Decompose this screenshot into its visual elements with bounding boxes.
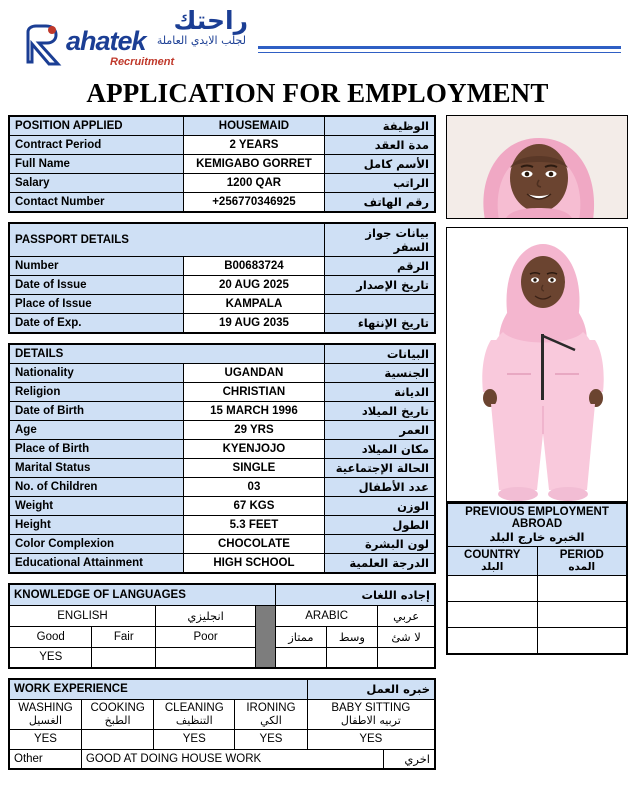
nationality-value: UGANDAN	[184, 364, 325, 383]
english-answer-good: YES	[9, 647, 92, 668]
table-row	[9, 257, 435, 276]
work-section-label: WORK EXPERIENCE	[9, 679, 307, 699]
applicant-face-photo	[446, 115, 628, 219]
previous-employment-period-3	[537, 628, 627, 654]
salary-arabic: الراتب	[324, 174, 435, 193]
passport-expiry-arabic: تاريخ الإنتهاء	[324, 314, 435, 334]
color-complexion-label: Color Complexion	[9, 535, 184, 554]
previous-employment-col-country-ar: البلد	[481, 561, 504, 573]
table-row	[9, 383, 435, 402]
previous-employment-col-period-ar: المده	[568, 561, 596, 573]
table-row	[9, 554, 435, 574]
height-value: 5.3 FEET	[184, 516, 325, 535]
details-table	[8, 343, 436, 574]
work-col-cooking-ar: الطبخ	[104, 713, 131, 727]
previous-employment-country-2	[447, 602, 537, 628]
table-row	[9, 605, 435, 626]
page-title: APPLICATION FOR EMPLOYMENT	[86, 78, 549, 108]
salary-value: 1200 QAR	[184, 174, 325, 193]
work-col-cleaning-en: CLEANING	[164, 701, 224, 714]
age-arabic: العمر	[324, 421, 435, 440]
work-col-ironing-ar: الكي	[260, 713, 282, 727]
passport-issue-date-label: Date of Issue	[9, 276, 184, 295]
table-row	[9, 344, 435, 364]
work-col-babysitting	[307, 699, 435, 729]
arabic-answer-none	[378, 647, 435, 668]
table-row	[447, 602, 627, 628]
table-row	[9, 647, 435, 668]
table-row	[447, 576, 627, 602]
table-row	[9, 364, 435, 383]
table-row	[9, 535, 435, 554]
position-applied-label: POSITION APPLIED	[9, 116, 184, 136]
passport-issue-date-value: 20 AUG 2025	[184, 276, 325, 295]
logo-mark-icon	[22, 22, 68, 68]
table-row	[9, 421, 435, 440]
full-name-value: KEMIGABO GORRET	[184, 155, 325, 174]
children-count-value: 03	[184, 478, 325, 497]
date-of-birth-value: 15 MARCH 1996	[184, 402, 325, 421]
arabic-level-none: لا شئ	[378, 626, 435, 647]
arabic-answer-medium	[326, 647, 378, 668]
table-row	[447, 547, 627, 576]
work-col-babysitting-ar: تربيه الاطفال	[340, 713, 401, 727]
education-value: HIGH SCHOOL	[184, 554, 325, 574]
header-rule-thick	[258, 46, 621, 49]
passport-section-label: PASSPORT DETAILS	[9, 223, 324, 257]
passport-number-value: B00683724	[184, 257, 325, 276]
age-label: Age	[9, 421, 184, 440]
table-row	[9, 478, 435, 497]
left-column	[8, 115, 436, 770]
work-col-cooking-en: COOKING	[90, 701, 145, 714]
contract-period-value: 2 YEARS	[184, 136, 325, 155]
table-row	[9, 116, 435, 136]
previous-employment-col-country-en: COUNTRY	[464, 549, 521, 561]
english-level-fair: Fair	[92, 626, 156, 647]
passport-issue-place-value: KAMPALA	[184, 295, 325, 314]
logo-company-name: ahatek	[66, 26, 146, 56]
work-value-cleaning: YES	[154, 729, 235, 749]
right-column	[446, 115, 628, 655]
table-row	[9, 314, 435, 334]
height-arabic: الطول	[324, 516, 435, 535]
height-label: Height	[9, 516, 184, 535]
previous-employment-title-ar: الخبره خارج البلد	[489, 530, 585, 544]
previous-employment-col-country	[447, 547, 537, 576]
logo-arabic-text: راحتك	[173, 6, 248, 35]
religion-arabic: الديانة	[324, 383, 435, 402]
table-row	[9, 276, 435, 295]
religion-value: CHRISTIAN	[184, 383, 325, 402]
previous-employment-period-1	[537, 576, 627, 602]
table-row	[9, 174, 435, 193]
table-row	[9, 497, 435, 516]
previous-employment-country-1	[447, 576, 537, 602]
english-level-good: Good	[9, 626, 92, 647]
work-col-washing-ar: الغسيل	[28, 713, 63, 727]
logo-arabic-subtitle: لجلب الايدي العاملة	[156, 34, 246, 47]
contact-number-label: Contact Number	[9, 193, 184, 213]
contract-period-label: Contract Period	[9, 136, 184, 155]
table-row	[9, 749, 435, 769]
marital-status-label: Marital Status	[9, 459, 184, 478]
place-of-birth-value: KYENJOJO	[184, 440, 325, 459]
languages-section-label: KNOWLEDGE OF LANGUAGES	[9, 584, 276, 605]
arabic-answer-excellent	[276, 647, 326, 668]
weight-arabic: الوزن	[324, 497, 435, 516]
english-answer-poor	[156, 647, 256, 668]
arabic-level-excellent: ممتاز	[276, 626, 326, 647]
date-of-birth-arabic: تاريخ الميلاد	[324, 402, 435, 421]
nationality-arabic: الجنسية	[324, 364, 435, 383]
previous-employment-period-2	[537, 602, 627, 628]
work-col-babysitting-en: BABY SITTING	[331, 701, 411, 714]
contact-number-value: +256770346925	[184, 193, 325, 213]
table-row	[9, 729, 435, 749]
work-col-washing	[9, 699, 81, 729]
table-row	[9, 584, 435, 605]
previous-employment-col-period-en: PERIOD	[559, 549, 604, 561]
previous-employment-title-en: PREVIOUS EMPLOYMENT ABROAD	[465, 506, 609, 530]
languages-table	[8, 583, 436, 669]
position-applied-value: HOUSEMAID	[184, 116, 325, 136]
previous-employment-country-3	[447, 628, 537, 654]
date-of-birth-label: Date of Birth	[9, 402, 184, 421]
children-count-label: No. of Children	[9, 478, 184, 497]
english-answer-fair	[92, 647, 156, 668]
table-row	[9, 679, 435, 699]
color-complexion-arabic: لون البشرة	[324, 535, 435, 554]
salary-label: Salary	[9, 174, 184, 193]
table-row	[9, 295, 435, 314]
passport-number-arabic: الرقم	[324, 257, 435, 276]
passport-issue-place-arabic	[324, 295, 435, 314]
work-value-ironing: YES	[235, 729, 307, 749]
table-row	[9, 193, 435, 213]
passport-expiry-label: Date of Exp.	[9, 314, 184, 334]
arabic-language-label: ARABIC	[276, 605, 378, 626]
table-row	[447, 628, 627, 654]
previous-employment-title	[447, 503, 627, 547]
work-other-arabic: اخري	[384, 749, 435, 769]
table-row	[9, 136, 435, 155]
logo-tagline: Recruitment	[110, 56, 175, 68]
work-value-cooking	[81, 729, 153, 749]
company-logo	[18, 8, 248, 72]
place-of-birth-arabic: مكان الميلاد	[324, 440, 435, 459]
position-applied-arabic: الوظيفة	[324, 116, 435, 136]
table-row	[9, 516, 435, 535]
work-col-ironing	[235, 699, 307, 729]
english-language-label: ENGLISH	[9, 605, 156, 626]
passport-number-label: Number	[9, 257, 184, 276]
children-count-arabic: عدد الأطفال	[324, 478, 435, 497]
full-name-arabic: الأسم كامل	[324, 155, 435, 174]
passport-issue-date-arabic: تاريخ الإصدار	[324, 276, 435, 295]
passport-issue-place-label: Place of Issue	[9, 295, 184, 314]
arabic-level-medium: وسط	[326, 626, 378, 647]
marital-status-value: SINGLE	[184, 459, 325, 478]
work-col-cleaning	[154, 699, 235, 729]
weight-label: Weight	[9, 497, 184, 516]
passport-details-table	[8, 222, 436, 334]
contact-number-arabic: رقم الهاتف	[324, 193, 435, 213]
contract-period-arabic: مدة العقد	[324, 136, 435, 155]
table-row	[9, 402, 435, 421]
education-arabic: الدرجة العلمية	[324, 554, 435, 574]
english-language-arabic: انجليزي	[156, 605, 256, 626]
work-col-cleaning-ar: التنظيف	[175, 713, 213, 727]
weight-value: 67 KGS	[184, 497, 325, 516]
nationality-label: Nationality	[9, 364, 184, 383]
work-section-arabic: خبره العمل	[307, 679, 435, 699]
religion-label: Religion	[9, 383, 184, 402]
english-level-poor: Poor	[156, 626, 256, 647]
details-section-label: DETAILS	[9, 344, 324, 364]
table-row	[9, 223, 435, 257]
table-row	[9, 699, 435, 729]
table-row	[9, 626, 435, 647]
table-row	[9, 440, 435, 459]
table-row	[9, 155, 435, 174]
marital-status-arabic: الحالة الإجتماعية	[324, 459, 435, 478]
work-col-cooking	[81, 699, 153, 729]
languages-section-arabic: إجاده اللغات	[276, 584, 435, 605]
table-row	[9, 459, 435, 478]
work-other-label: Other	[9, 749, 81, 769]
work-value-washing: YES	[9, 729, 81, 749]
details-section-arabic: البيانات	[324, 344, 435, 364]
age-value: 29 YRS	[184, 421, 325, 440]
work-other-value: GOOD AT DOING HOUSE WORK	[81, 749, 383, 769]
work-experience-table	[8, 678, 436, 770]
previous-employment-col-period	[537, 547, 627, 576]
applicant-full-body-photo	[446, 227, 628, 502]
previous-employment-table	[446, 502, 628, 655]
table-row	[447, 503, 627, 547]
arabic-language-arabic: عربي	[378, 605, 435, 626]
divider-cell	[256, 605, 276, 668]
work-col-washing-en: WASHING	[18, 701, 73, 714]
place-of-birth-label: Place of Birth	[9, 440, 184, 459]
passport-expiry-value: 19 AUG 2035	[184, 314, 325, 334]
full-name-label: Full Name	[9, 155, 184, 174]
color-complexion-value: CHOCOLATE	[184, 535, 325, 554]
header-rule-thin	[258, 52, 621, 53]
work-col-ironing-en: IRONING	[246, 701, 296, 714]
position-applied-table	[8, 115, 436, 213]
work-value-babysitting: YES	[307, 729, 435, 749]
education-label: Educational Attainment	[9, 554, 184, 574]
page-header	[8, 6, 627, 76]
passport-section-arabic: بيانات جواز السفر	[324, 223, 435, 257]
